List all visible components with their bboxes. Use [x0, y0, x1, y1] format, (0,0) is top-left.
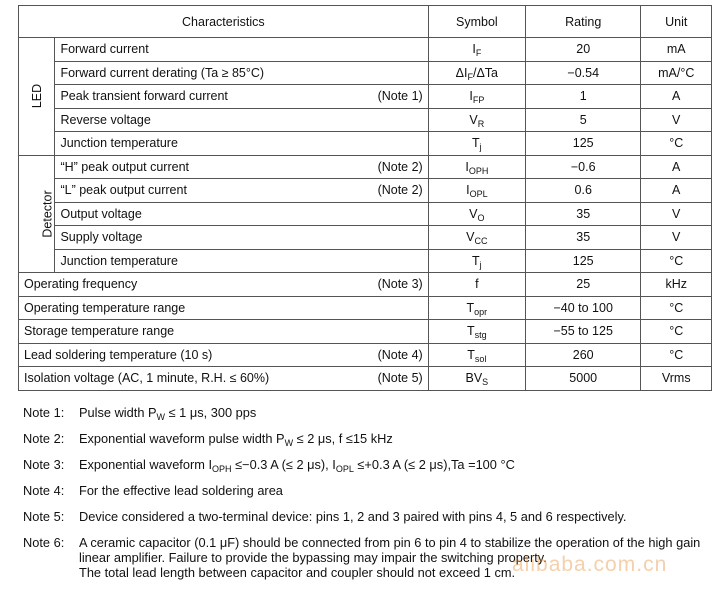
unit-cell: °C	[641, 320, 712, 344]
note-item	[23, 405, 713, 420]
header-symbol: Symbol	[428, 6, 525, 38]
note-text-part: Device considered a two-terminal device: pins 1, 2 and 3 paired with pins 4, 5 and 6 respectively.	[79, 509, 627, 524]
symbol-main: I	[469, 89, 473, 104]
note-text-part: Pulse width P	[79, 405, 157, 420]
characteristic-cell	[55, 179, 428, 203]
symbol-tail: /ΔTa	[472, 65, 499, 80]
note-text	[79, 405, 713, 420]
note-label: Note 2:	[23, 431, 65, 446]
symbol-cell	[428, 320, 525, 344]
rating-cell: 1	[525, 85, 640, 109]
rating-cell: 0.6	[525, 179, 640, 203]
note-item	[23, 483, 713, 498]
symbol-subscript: FP	[472, 95, 485, 106]
note-ref: (Note 4)	[377, 347, 423, 362]
detector-group-text: Detector	[40, 190, 55, 238]
unit-cell: V	[641, 226, 712, 250]
rating-cell: 20	[525, 38, 640, 62]
note-label: Note 4:	[23, 483, 65, 498]
symbol-main: ΔI	[455, 65, 468, 80]
unit-cell: °C	[641, 343, 712, 367]
notes-section	[23, 405, 713, 591]
symbol-cell	[428, 273, 525, 297]
symbol-cell	[428, 132, 525, 156]
characteristic-name: Operating temperature range	[24, 300, 186, 315]
unit-cell: mA	[641, 38, 712, 62]
note-text-part: ≤ 2 μs, f ≤15 kHz	[293, 431, 393, 446]
table-row	[19, 179, 712, 203]
symbol-subscript: F	[467, 71, 473, 82]
symbol-subscript: R	[477, 118, 485, 129]
symbol-cell	[428, 61, 525, 85]
table-row	[19, 61, 712, 85]
table-row	[19, 155, 712, 179]
characteristic-cell	[19, 273, 429, 297]
note-label: Note 6:	[23, 535, 65, 550]
characteristic-name: Forward current	[60, 42, 149, 57]
characteristic-cell	[55, 249, 428, 273]
unit-cell: kHz	[641, 273, 712, 297]
note-text-part: ≤+0.3 A (≤ 2 μs),Ta =100 °C	[353, 457, 515, 472]
characteristic-name: “L” peak output current	[60, 183, 187, 198]
note-text	[79, 535, 713, 580]
note-text	[79, 431, 713, 446]
symbol-subscript: stg	[474, 330, 487, 341]
characteristic-name: Output voltage	[60, 206, 142, 221]
led-group-label	[19, 38, 55, 156]
symbol-cell	[428, 296, 525, 320]
symbol-main: V	[466, 230, 475, 245]
symbol-subscript: F	[475, 48, 482, 59]
watermark: alibaba.com.cn	[512, 553, 668, 576]
note-text-part: A ceramic capacitor (0.1 μF) should be connected from pin 6 to pin 4 to stabilize the operation of the high gain linear amplifier. Failure to provide the bypassing may impair the switching property.	[79, 535, 701, 565]
symbol-cell	[428, 202, 525, 226]
rating-cell: 35	[525, 202, 640, 226]
note-text-part: For the effective lead soldering area	[79, 483, 283, 498]
table-row	[19, 249, 712, 273]
symbol-main: V	[469, 206, 478, 221]
rating-cell: 260	[525, 343, 640, 367]
note-item	[23, 509, 713, 524]
characteristic-name: Junction temperature	[60, 136, 178, 151]
note-text-part: ≤ 1 μs, 300 pps	[165, 405, 257, 420]
header-unit: Unit	[641, 6, 712, 38]
characteristic-name: Reverse voltage	[60, 112, 151, 127]
characteristic-name: Lead soldering temperature (10 s)	[24, 347, 213, 362]
table-row	[19, 132, 712, 156]
table-row	[19, 38, 712, 62]
unit-cell: °C	[641, 296, 712, 320]
characteristic-name: “H” peak output current	[60, 159, 190, 174]
characteristic-name: Supply voltage	[60, 230, 143, 245]
note-ref: (Note 3)	[377, 277, 423, 292]
rating-cell: 125	[525, 132, 640, 156]
characteristic-cell	[55, 85, 428, 109]
symbol-cell	[428, 38, 525, 62]
note-text-part: Exponential waveform pulse width P	[79, 431, 285, 446]
symbol-subscript: j	[479, 259, 482, 270]
table-row	[19, 85, 712, 109]
characteristic-name: Forward current derating (Ta ≥ 85°C)	[60, 65, 265, 80]
symbol-subscript: opr	[474, 306, 488, 317]
symbol-main: T	[467, 347, 475, 362]
characteristic-name: Operating frequency	[24, 277, 138, 292]
note-text	[79, 483, 713, 498]
symbol-main: I	[466, 183, 470, 198]
table-row	[19, 367, 712, 391]
rating-cell: 35	[525, 226, 640, 250]
characteristic-cell	[19, 343, 429, 367]
symbol-cell	[428, 249, 525, 273]
unit-cell: Vrms	[641, 367, 712, 391]
characteristic-cell	[19, 367, 429, 391]
table-row	[19, 202, 712, 226]
symbol-subscript: OPH	[468, 165, 489, 176]
symbol-main: BV	[465, 371, 483, 386]
table-row	[19, 343, 712, 367]
symbol-cell	[428, 226, 525, 250]
note-text-part: ≤−0.3 A (≤ 2 μs), I	[231, 457, 336, 472]
note-subscript: OPL	[335, 464, 354, 474]
symbol-main: f	[475, 277, 479, 292]
ratings-table	[18, 5, 712, 391]
note-text	[79, 457, 713, 472]
table-row	[19, 273, 712, 297]
symbol-cell	[428, 343, 525, 367]
note-text	[79, 509, 713, 524]
unit-cell: V	[641, 108, 712, 132]
rating-cell: −55 to 125	[525, 320, 640, 344]
note-item	[23, 457, 713, 472]
note-ref: (Note 1)	[377, 89, 423, 104]
symbol-main: T	[472, 136, 480, 151]
note-subscript: W	[156, 412, 166, 422]
symbol-main: V	[469, 112, 478, 127]
unit-cell: V	[641, 202, 712, 226]
table-row	[19, 226, 712, 250]
characteristic-name: Peak transient forward current	[60, 89, 228, 104]
unit-cell: °C	[641, 132, 712, 156]
unit-cell: A	[641, 179, 712, 203]
unit-cell: A	[641, 85, 712, 109]
symbol-main: T	[467, 324, 475, 339]
symbol-subscript: O	[477, 212, 485, 223]
note-item	[23, 535, 713, 580]
symbol-cell	[428, 85, 525, 109]
symbol-cell	[428, 367, 525, 391]
note-subscript: W	[284, 438, 294, 448]
rating-cell: −40 to 100	[525, 296, 640, 320]
note-label: Note 3:	[23, 457, 65, 472]
characteristic-name: Storage temperature range	[24, 324, 175, 339]
rating-cell: 25	[525, 273, 640, 297]
symbol-subscript: OPL	[469, 189, 488, 200]
rating-cell: 5	[525, 108, 640, 132]
symbol-cell	[428, 108, 525, 132]
symbol-main: I	[472, 42, 476, 57]
table-row	[19, 108, 712, 132]
characteristic-cell	[19, 296, 429, 320]
characteristic-cell	[55, 226, 428, 250]
header-characteristics: Characteristics	[19, 6, 429, 38]
characteristic-cell	[55, 132, 428, 156]
symbol-main: T	[466, 300, 475, 315]
characteristic-cell	[55, 38, 428, 62]
symbol-cell	[428, 155, 525, 179]
note-text-part: Exponential waveform I	[79, 457, 213, 472]
symbol-subscript: sol	[474, 353, 487, 364]
detector-group-label	[19, 155, 55, 273]
rating-cell: 5000	[525, 367, 640, 391]
characteristic-cell	[55, 202, 428, 226]
note-label: Note 5:	[23, 509, 65, 524]
symbol-subscript: CC	[474, 236, 488, 247]
rating-cell: 125	[525, 249, 640, 273]
symbol-cell	[428, 179, 525, 203]
symbol-main: I	[465, 159, 469, 174]
rating-cell: −0.6	[525, 155, 640, 179]
characteristic-name: Isolation voltage (AC, 1 minute, R.H. ≤ 60%)	[24, 371, 270, 386]
note-label: Note 1:	[23, 405, 65, 420]
characteristic-name: Junction temperature	[60, 253, 178, 268]
symbol-subscript: j	[479, 142, 482, 153]
led-group-text: LED	[29, 84, 44, 109]
note-ref: (Note 2)	[377, 159, 423, 174]
characteristic-cell	[55, 61, 428, 85]
header-rating: Rating	[525, 6, 640, 38]
table-row	[19, 296, 712, 320]
characteristic-cell	[55, 108, 428, 132]
note-subscript: OPH	[212, 464, 232, 474]
symbol-subscript: S	[482, 377, 489, 388]
unit-cell: A	[641, 155, 712, 179]
characteristic-cell	[55, 155, 428, 179]
note-item	[23, 431, 713, 446]
unit-cell: mA/°C	[641, 61, 712, 85]
symbol-main: T	[472, 253, 480, 268]
table-header-row	[19, 6, 712, 38]
note-text-line2: The total lead length between capacitor and coupler should not exceed 1 cm.	[79, 565, 516, 580]
table-row	[19, 320, 712, 344]
note-ref: (Note 5)	[377, 371, 423, 386]
rating-cell: −0.54	[525, 61, 640, 85]
characteristic-cell	[19, 320, 429, 344]
note-ref: (Note 2)	[377, 183, 423, 198]
unit-cell: °C	[641, 249, 712, 273]
